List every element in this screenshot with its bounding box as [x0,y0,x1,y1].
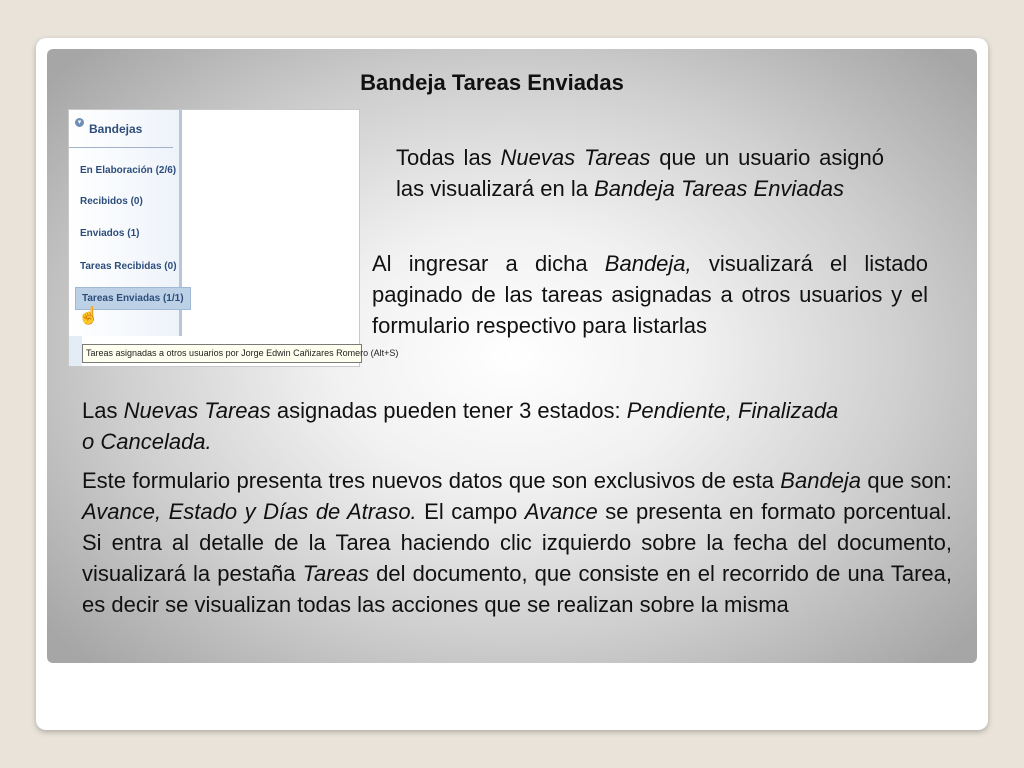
text-run: que son: [861,468,953,493]
sidebar-item-tareas-enviadas[interactable]: Tareas Enviadas (1/1) [75,287,191,310]
text-run-italic: Bandeja, [604,251,692,276]
text-run-italic: Tareas [302,561,370,586]
text-run-italic: Nuevas Tareas [500,145,651,170]
text-run-italic: Pendiente, Finalizada o Cancelada. [82,398,839,454]
text-run-italic: Bandeja Tareas Enviadas [594,176,845,201]
slide-title: Bandeja Tareas Enviadas [360,70,624,95]
text-run: del documento, que consiste en el recorrido de una Tarea, es decir se visualizan todas las acciones que se realizan sobre la misma [82,561,952,617]
header-divider [69,147,173,148]
text-run: El campo [416,499,525,524]
sidebar-scroll-strip [69,336,82,366]
text-run: Al ingresar a dicha [372,251,605,276]
sidebar-item-tareas-recibidas[interactable]: Tareas Recibidas (0) [80,261,177,272]
paragraph-ingresar-bandeja [372,248,928,341]
hand-cursor-icon: ☝ [78,306,100,325]
sidebar-item-en-elaboracion[interactable]: En Elaboración (2/6) [80,165,177,176]
text-run: visualizará el listado paginado de las tareas asignadas a otros usuarios y el formulario respectivo para listarlas [372,251,928,338]
collapse-icon: ▾ [75,118,84,127]
text-run: Este formulario presenta tres nuevos datos que son exclusivos de esta [82,468,781,493]
paragraph-tareas-enviadas [396,142,884,204]
text-run: Todas las [396,145,501,170]
paragraph-formulario [82,465,952,620]
text-run: Las [82,398,124,423]
sidebar-item-enviados[interactable]: Enviados (1) [80,228,140,239]
text-run-italic: Avance, Estado y Días de Atraso. [82,499,417,524]
bandejas-screenshot [68,109,399,367]
tooltip: Tareas asignadas a otros usuarios por Jorge Edwin Cañizares Romero (Alt+S) [82,344,362,363]
text-run: se presenta en formato porcentual. Si entra al detalle de la Tarea haciendo clic izquierdo sobre la fecha del documento, visualizará la pestaña [82,499,952,586]
text-run: asignadas pueden tener 3 estados: [270,398,627,423]
text-run-italic: Nuevas Tareas [123,398,271,423]
text-run-italic: Avance [524,499,598,524]
bandejas-header: Bandejas [89,122,143,136]
paragraph-estados [82,395,842,457]
sidebar-item-recibidos[interactable]: Recibidos (0) [80,196,143,207]
text-run: que un usuario asignó las visualizará en la [396,145,884,201]
text-run-italic: Bandeja [780,468,862,493]
